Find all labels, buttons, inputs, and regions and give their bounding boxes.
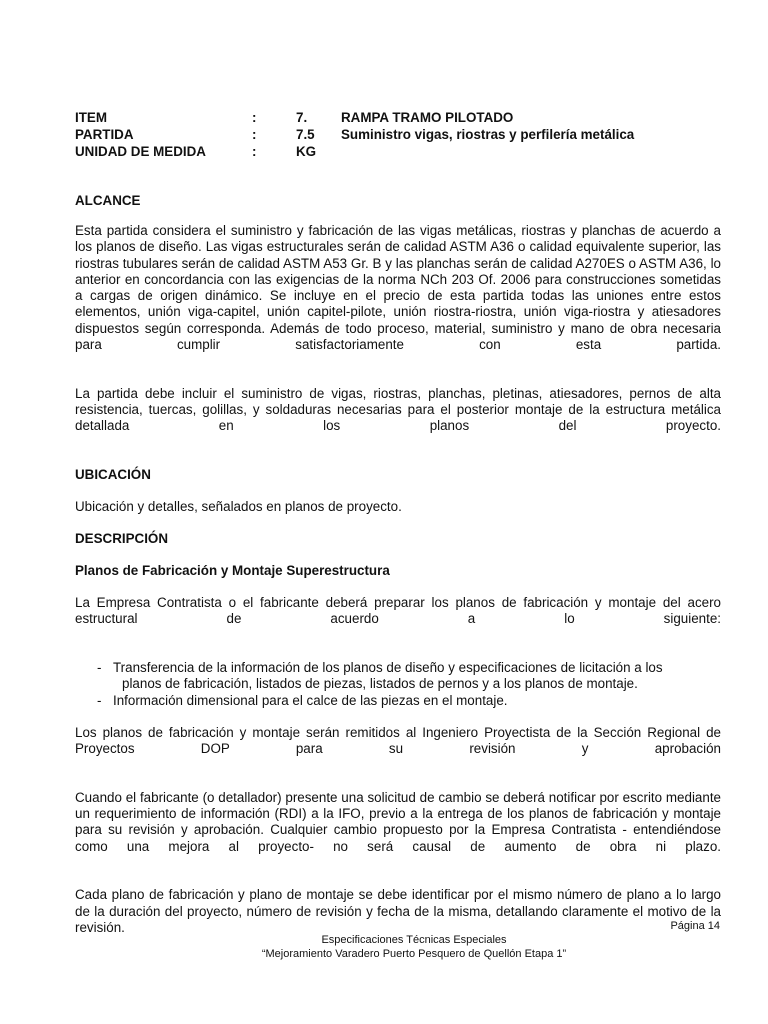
unidad-row [75,143,634,160]
item-colon: : [252,110,257,125]
partida-number: 7.5 [296,127,315,142]
ubicacion-paragraph: Ubicación y detalles, señalados en planos de proyecto. [75,498,402,514]
item-header [75,109,634,160]
alcance-paragraph-2: La partida debe incluir el suministro de vigas, riostras, planchas, pletinas, atiesadores, pernos de alta resistencia, tuercas, golillas, y soldaduras necesarias para el posterior montaje de la estructura metálica detallada en los planos del proyecto. [75,385,721,434]
item-number: 7. [296,110,308,125]
list-item [75,693,721,709]
partida-value: Suministro vigas, riostras y perfilería metálica [341,127,635,142]
item-row [75,109,634,126]
list-dash: - [97,692,102,708]
alcance-heading: ALCANCE [75,193,141,208]
list-item-line: Transferencia de la información de los planos de diseño y especificaciones de licitación a los [113,660,663,676]
unidad-colon: : [252,144,257,159]
body-content [75,193,721,953]
list-item-line: planos de fabricación, listados de piezas, listados de pernos y a los planos de montaje. [122,676,638,692]
page-number: Página 14 [670,920,720,932]
list-item-line: Información dimensional para el calce de las piezas en el montaje. [113,692,508,708]
planos-paragraph-4: Cada plano de fabricación y plano de montaje se debe identificar por el mismo número de plano a lo largo de la duración del proyecto, número de revisión y fecha de la misma, detallando claramente el motivo de la revisión. [75,887,721,935]
partida-row [75,126,634,143]
requirements-list [75,660,721,709]
item-value: RAMPA TRAMO PILOTADO [341,110,514,125]
alcance-paragraph-1: Esta partida considera el suministro y fabricación de las vigas metálicas, riostras y planchas de acuerdo a los planos de diseño. Las vigas estructurales serán de calidad ASTM A36 o calidad equivalente superior, las riostras tubulares serán de calidad ASTM A53 Gr. B y las planchas serán de calidad A270ES o ASTM A36, lo anterior en concordancia con las exigencias de la norma NCh 203 Of. 2006 para construcciones sometidas a cargas de origen dinámico. Se incluye en el precio de esta partida todas las uniones entre estos elementos, unión viga-capitel, unión capitel-pilote, unión riostra-riostra, unión viga-riostra y atiesadores dispuestos según corresponda. Además de todo proceso, material, suministro y mano de obra necesaria para cumplir satisfactoriamente con esta partida. [75,223,721,353]
ubicacion-heading: UBICACIÓN [75,466,151,482]
planos-paragraph-1: La Empresa Contratista o el fabricante deberá preparar los planos de fabricación y montaje del acero estructural de acuerdo a lo siguiente: [75,595,721,627]
planos-heading: Planos de Fabricación y Montaje Superestructura [75,563,390,579]
planos-paragraph-3: Cuando el fabricante (o detallador) presente una solicitud de cambio se deberá notificar por escrito mediante un requerimiento de información (RDI) a la IFO, previo a la entrega de los planos de fabricación y montaje para su revisión y aprobación. Cualquier cambio propuesto por la Empresa Contratista - entendiéndose como una mejora al proyecto- no será causal de aumento de obra ni plazo. [75,789,721,854]
footer-caption [30,933,768,961]
item-label: ITEM [75,110,107,125]
list-dash: - [97,660,102,676]
footer-line-2: “Mejoramiento Varadero Puerto Pesquero de Quellón Etapa 1” [261,948,567,960]
partida-label: PARTIDA [75,127,134,142]
descripcion-heading: DESCRIPCIÓN [75,531,169,547]
planos-paragraph-2: Los planos de fabricación y montaje serán remitidos al Ingeniero Proyectista de la Sección Regional de Proyectos DOP para su revisión y aprobación [75,724,721,757]
list-item [75,660,721,693]
unidad-label: UNIDAD DE MEDIDA [75,144,206,159]
unidad-value: KG [296,144,317,159]
partida-colon: : [252,127,257,142]
footer-line-1: Especificaciones Técnicas Especiales [321,934,507,946]
